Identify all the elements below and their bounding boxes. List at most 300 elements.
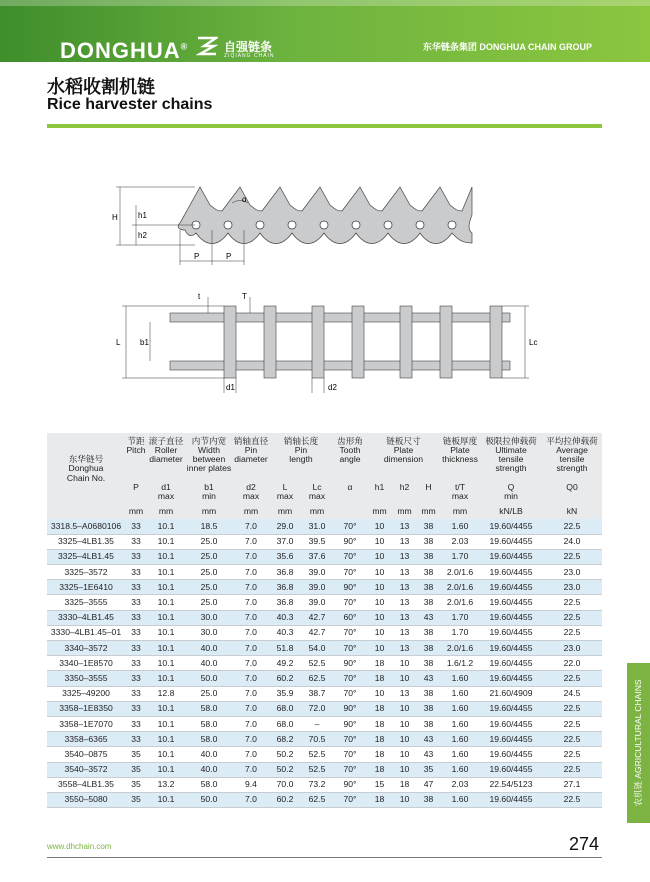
- sym-pin-d: [233, 479, 269, 505]
- cell-pitch: 33: [125, 519, 147, 534]
- cell-roller-d: 10.1: [147, 701, 185, 716]
- side-view: [112, 187, 472, 265]
- cell-pitch: 33: [125, 580, 147, 595]
- sym-avg-text: Q0: [566, 482, 578, 492]
- cell-width-b1: 40.0: [185, 641, 233, 656]
- cell-tooth-angle: 70°: [333, 792, 367, 807]
- cell-average-strength: 22.5: [542, 792, 602, 807]
- cell-ultimate-strength: 19.60/4455: [480, 534, 542, 549]
- table-row: [47, 762, 602, 777]
- unit-avg: kN: [542, 505, 602, 519]
- cell-H: 38: [417, 686, 440, 701]
- cell-h1: 18: [367, 747, 392, 762]
- table-header-units: [47, 505, 602, 519]
- cell-pitch: 33: [125, 549, 147, 564]
- cell-pin-d: 7.0: [233, 671, 269, 686]
- cell-h1: 10: [367, 595, 392, 610]
- label-H: H: [112, 213, 118, 222]
- cell-tooth-angle: 70°: [333, 747, 367, 762]
- header-thickness-en1: Plate: [450, 445, 470, 456]
- unit-roller: mm: [147, 505, 185, 519]
- cell-H: 35: [417, 762, 440, 777]
- sym-roller-text: d1: [161, 482, 171, 492]
- cell-pin-l: 29.0: [269, 519, 301, 534]
- cell-h2: 13: [392, 519, 417, 534]
- cell-H: 38: [417, 519, 440, 534]
- cell-ultimate-strength: 19.60/4455: [480, 762, 542, 777]
- cell-pin-lc: 39.0: [301, 580, 333, 595]
- cell-average-strength: 22.5: [542, 519, 602, 534]
- cell-pin-l: 40.3: [269, 625, 301, 640]
- cell-tooth-angle: 70°: [333, 671, 367, 686]
- cell-pin-l: 35.6: [269, 549, 301, 564]
- footer-divider: [47, 857, 602, 858]
- cell-H: 38: [417, 565, 440, 580]
- label-d2: d2: [328, 383, 337, 392]
- cell-pitch: 35: [125, 747, 147, 762]
- cell-pin-d: 7.0: [233, 641, 269, 656]
- table-row: [47, 610, 602, 625]
- cell-chain-no: 3325–3555: [47, 595, 125, 610]
- cell-h2: 10: [392, 792, 417, 807]
- header-width-en3: inner plates: [186, 463, 232, 474]
- cell-roller-d: 10.1: [147, 762, 185, 777]
- cell-pin-d: 7.0: [233, 701, 269, 716]
- unit-ult: kN/LB: [480, 505, 542, 519]
- cell-thickness: 1.70: [440, 610, 480, 625]
- cell-h2: 10: [392, 732, 417, 747]
- header-roller-en1: Roller: [154, 445, 178, 456]
- cell-pin-d: 7.0: [233, 625, 269, 640]
- cell-average-strength: 22.5: [542, 625, 602, 640]
- cell-pin-lc: 73.2: [301, 777, 333, 792]
- cell-roller-d: 10.1: [147, 580, 185, 595]
- cell-thickness: 1.60: [440, 716, 480, 731]
- cell-h2: 13: [392, 641, 417, 656]
- header-pin-len: [269, 433, 333, 479]
- header-pitch-cn: 节距: [127, 436, 145, 446]
- header-pin-d-en1: Pin: [244, 445, 258, 456]
- header-thickness: [440, 433, 480, 479]
- group-name: 东华链条集团 DONGHUA CHAIN GROUP: [422, 42, 592, 52]
- cell-pin-lc: 37.6: [301, 549, 333, 564]
- header-ult: [480, 433, 542, 479]
- sym-tooth-text: α: [347, 482, 353, 492]
- cell-width-b1: 25.0: [185, 686, 233, 701]
- sym-pin-l: [269, 479, 301, 505]
- header-width-cn: 内节内宽: [191, 436, 227, 446]
- sym-avg: [542, 479, 602, 505]
- cell-pin-d: 9.4: [233, 777, 269, 792]
- header-tooth-en2: angle: [339, 454, 361, 465]
- cell-chain-no: 3318.5–A0680106: [47, 519, 125, 534]
- cell-H: 43: [417, 732, 440, 747]
- cell-h1: 10: [367, 610, 392, 625]
- table-row: [47, 671, 602, 686]
- header-ult-en3: strength: [495, 463, 527, 474]
- header-roller: [147, 433, 185, 479]
- cell-ultimate-strength: 19.60/4455: [480, 656, 542, 671]
- sym-pitch: [125, 479, 147, 505]
- header-highlight: [0, 0, 650, 6]
- label-b1: b1: [140, 338, 149, 347]
- cell-h1: 15: [367, 777, 392, 792]
- cell-tooth-angle: 70°: [333, 686, 367, 701]
- brand-name: DONGHUA: [60, 38, 181, 63]
- cell-h2: 10: [392, 656, 417, 671]
- unit-pin-lc: mm: [301, 505, 333, 519]
- cell-pin-lc: 38.7: [301, 686, 333, 701]
- cell-pin-l: 50.2: [269, 762, 301, 777]
- cell-width-b1: 58.0: [185, 732, 233, 747]
- cell-width-b1: 40.0: [185, 747, 233, 762]
- header-pin-d-cn: 销轴直径: [233, 436, 269, 446]
- cell-width-b1: 25.0: [185, 565, 233, 580]
- header-width-en1: Width: [198, 445, 220, 456]
- cell-H: 38: [417, 534, 440, 549]
- cell-thickness: 1.70: [440, 625, 480, 640]
- unit-h2: mm: [392, 505, 417, 519]
- cell-pin-d: 7.0: [233, 716, 269, 731]
- cell-average-strength: 27.1: [542, 777, 602, 792]
- cell-pin-l: 40.3: [269, 610, 301, 625]
- cell-thickness: 1.60: [440, 671, 480, 686]
- cell-h1: 10: [367, 625, 392, 640]
- cell-width-b1: 50.0: [185, 671, 233, 686]
- top-view: [116, 292, 537, 393]
- cell-pin-l: 51.8: [269, 641, 301, 656]
- cell-chain-no: 3540–3572: [47, 762, 125, 777]
- cell-h2: 13: [392, 595, 417, 610]
- cell-thickness: 2.0/1.6: [440, 641, 480, 656]
- cell-roller-d: 10.1: [147, 792, 185, 807]
- top-dimension-lines: [122, 297, 529, 393]
- cell-pin-l: 60.2: [269, 671, 301, 686]
- sym-thickness-lim: max: [451, 491, 469, 502]
- cell-H: 38: [417, 716, 440, 731]
- cell-width-b1: 25.0: [185, 549, 233, 564]
- cell-roller-d: 10.1: [147, 565, 185, 580]
- cell-h1: 10: [367, 686, 392, 701]
- cell-pin-l: 70.0: [269, 777, 301, 792]
- cell-ultimate-strength: 19.60/4455: [480, 610, 542, 625]
- sym-ult-text: Q: [507, 482, 515, 492]
- sym-h1-text: h1: [374, 482, 385, 492]
- header-pin-len-en1: Pin: [294, 445, 308, 456]
- table-row: [47, 792, 602, 807]
- cell-average-strength: 22.5: [542, 549, 602, 564]
- cell-width-b1: 30.0: [185, 625, 233, 640]
- cell-ultimate-strength: 19.60/4455: [480, 732, 542, 747]
- table-header-symbols: [47, 479, 602, 505]
- cell-h1: 10: [367, 519, 392, 534]
- cell-pin-d: 7.0: [233, 686, 269, 701]
- cell-ultimate-strength: 19.60/4455: [480, 792, 542, 807]
- sym-thickness: [440, 479, 480, 505]
- cell-h2: 13: [392, 534, 417, 549]
- cell-H: 47: [417, 777, 440, 792]
- cell-chain-no: 3330–4LB1.45–01: [47, 625, 125, 640]
- cell-average-strength: 24.5: [542, 686, 602, 701]
- cell-width-b1: 58.0: [185, 701, 233, 716]
- cell-ultimate-strength: 19.60/4455: [480, 625, 542, 640]
- footer-url: www.dhchain.com: [47, 842, 112, 851]
- header-pitch-en: Pitch: [126, 445, 146, 456]
- cell-pin-d: 7.0: [233, 610, 269, 625]
- cell-thickness: 2.0/1.6: [440, 565, 480, 580]
- cell-pitch: 33: [125, 534, 147, 549]
- label-t: t: [198, 292, 201, 301]
- sym-pin-lc: [301, 479, 333, 505]
- cell-pin-lc: 52.5: [301, 747, 333, 762]
- cell-pin-lc: –: [301, 716, 333, 731]
- sym-width: [185, 479, 233, 505]
- cell-width-b1: 40.0: [185, 762, 233, 777]
- cell-width-b1: 18.5: [185, 519, 233, 534]
- cell-pitch: 35: [125, 792, 147, 807]
- cell-tooth-angle: 60°: [333, 610, 367, 625]
- title-divider: [47, 124, 602, 128]
- table-row: [47, 580, 602, 595]
- cell-tooth-angle: 90°: [333, 701, 367, 716]
- header-avg-en3: strength: [556, 463, 588, 474]
- outer-plate-bottom: [170, 361, 510, 370]
- cell-ultimate-strength: 19.60/4455: [480, 716, 542, 731]
- header-ult-en2: tensile: [498, 454, 524, 465]
- cell-pin-l: 68.0: [269, 716, 301, 731]
- cell-average-strength: 23.0: [542, 641, 602, 656]
- header-pin-d: [233, 433, 269, 479]
- cell-pitch: 33: [125, 671, 147, 686]
- cell-tooth-angle: 70°: [333, 641, 367, 656]
- cell-chain-no: 3540–0875: [47, 747, 125, 762]
- sym-roller-lim: max: [157, 491, 175, 502]
- cell-h2: 10: [392, 747, 417, 762]
- cell-H: 38: [417, 792, 440, 807]
- header-width: [185, 433, 233, 479]
- cell-roller-d: 10.1: [147, 747, 185, 762]
- chain-diagram: [100, 175, 560, 405]
- cell-pitch: 33: [125, 732, 147, 747]
- cell-H: 38: [417, 580, 440, 595]
- page-header: [0, 0, 650, 62]
- cell-h2: 13: [392, 610, 417, 625]
- header-tooth-en1: Tooth: [339, 445, 361, 456]
- cell-chain-no: 3325–4LB1.45: [47, 549, 125, 564]
- sym-pin-lc-lim: max: [308, 491, 326, 502]
- cell-pin-d: 7.0: [233, 565, 269, 580]
- cell-ultimate-strength: 19.60/4455: [480, 595, 542, 610]
- cell-pin-lc: 52.5: [301, 656, 333, 671]
- cell-pin-l: 37.0: [269, 534, 301, 549]
- sym-h1: [367, 479, 392, 505]
- cell-h1: 10: [367, 641, 392, 656]
- sym-tooth: [333, 479, 367, 505]
- cell-pin-d: 7.0: [233, 580, 269, 595]
- cell-pin-lc: 42.7: [301, 610, 333, 625]
- cell-average-strength: 22.5: [542, 716, 602, 731]
- cell-ultimate-strength: 19.60/4455: [480, 701, 542, 716]
- cell-h1: 18: [367, 656, 392, 671]
- cell-chain-no: 3558–4LB1.35: [47, 777, 125, 792]
- tooth-plate-outline: [178, 187, 472, 244]
- ziqiang-logo-icon: [196, 36, 218, 56]
- cell-average-strength: 22.5: [542, 595, 602, 610]
- side-tab-label: 农机链 AGRICULTURAL CHAINS: [633, 679, 643, 807]
- cell-chain-no: 3325–3572: [47, 565, 125, 580]
- sym-ult-lim: min: [504, 491, 518, 502]
- table-header-names: [47, 433, 602, 479]
- cell-pitch: 35: [125, 762, 147, 777]
- cell-pitch: 35: [125, 777, 147, 792]
- label-P2: P: [226, 252, 232, 261]
- header-chain-no-en1: Donghua: [68, 463, 104, 474]
- table-row: [47, 747, 602, 762]
- cell-ultimate-strength: 19.60/4455: [480, 565, 542, 580]
- cell-width-b1: 40.0: [185, 656, 233, 671]
- header-avg-cn: 平均拉伸载荷: [546, 436, 598, 446]
- cell-ultimate-strength: 21.60/4909: [480, 686, 542, 701]
- cell-tooth-angle: 70°: [333, 565, 367, 580]
- page-title-en: Rice harvester chains: [47, 96, 213, 113]
- table-row: [47, 595, 602, 610]
- unit-chain-no: [47, 505, 125, 519]
- cell-width-b1: 25.0: [185, 534, 233, 549]
- cell-thickness: 2.0/1.6: [440, 595, 480, 610]
- cell-average-strength: 22.5: [542, 701, 602, 716]
- cell-roller-d: 10.1: [147, 656, 185, 671]
- sym-pitch-text: P: [133, 482, 139, 492]
- cell-pin-lc: 39.0: [301, 595, 333, 610]
- header-tooth-cn: 齿形角: [337, 436, 363, 446]
- unit-thickness: mm: [440, 505, 480, 519]
- header-pin-len-cn: 销轴长度: [283, 436, 319, 446]
- cell-pin-lc: 39.0: [301, 565, 333, 580]
- unit-pitch: mm: [125, 505, 147, 519]
- cell-chain-no: 3550–5080: [47, 792, 125, 807]
- unit-pin-d: mm: [233, 505, 269, 519]
- cell-h2: 10: [392, 762, 417, 777]
- cell-pin-lc: 62.5: [301, 671, 333, 686]
- cell-pin-d: 7.0: [233, 792, 269, 807]
- cell-h1: 10: [367, 549, 392, 564]
- sym-h2-text: h2: [399, 482, 410, 492]
- cell-thickness: 1.6/1.2: [440, 656, 480, 671]
- cell-ultimate-strength: 19.60/4455: [480, 671, 542, 686]
- cell-average-strength: 24.0: [542, 534, 602, 549]
- cell-roller-d: 10.1: [147, 595, 185, 610]
- sym-pin-d-text: d2: [246, 482, 256, 492]
- unit-pin-l: mm: [269, 505, 301, 519]
- cell-pin-l: 60.2: [269, 792, 301, 807]
- sym-roller: [147, 479, 185, 505]
- sym-H-text: H: [425, 482, 432, 492]
- header-chain-no-en2: Chain No.: [66, 472, 106, 483]
- cell-h2: 10: [392, 671, 417, 686]
- cell-pitch: 33: [125, 641, 147, 656]
- cell-pitch: 33: [125, 656, 147, 671]
- cell-pin-l: 35.9: [269, 686, 301, 701]
- label-alpha: α: [242, 195, 247, 204]
- cell-thickness: 1.60: [440, 747, 480, 762]
- cell-h1: 18: [367, 671, 392, 686]
- header-thickness-en2: thickness: [442, 454, 478, 465]
- label-L: L: [116, 338, 121, 347]
- cell-thickness: 1.60: [440, 701, 480, 716]
- unit-H: mm: [417, 505, 440, 519]
- cell-thickness: 1.60: [440, 519, 480, 534]
- cell-h2: 10: [392, 701, 417, 716]
- cell-average-strength: 22.0: [542, 656, 602, 671]
- cell-roller-d: 10.1: [147, 610, 185, 625]
- header-pitch: [125, 433, 147, 479]
- cell-average-strength: 22.5: [542, 732, 602, 747]
- header-pin-d-en2: diameter: [234, 454, 268, 465]
- cell-thickness: 2.03: [440, 777, 480, 792]
- cell-pitch: 33: [125, 701, 147, 716]
- header-roller-en2: diameter: [149, 454, 183, 465]
- cell-width-b1: 30.0: [185, 610, 233, 625]
- cell-average-strength: 22.5: [542, 610, 602, 625]
- header-ult-cn: 极限拉伸载荷: [485, 436, 537, 446]
- cell-pin-lc: 70.5: [301, 732, 333, 747]
- cell-pitch: 33: [125, 565, 147, 580]
- sym-h2: [392, 479, 417, 505]
- cell-tooth-angle: 70°: [333, 625, 367, 640]
- cell-roller-d: 10.1: [147, 549, 185, 564]
- cell-h1: 18: [367, 732, 392, 747]
- cell-roller-d: 12.8: [147, 686, 185, 701]
- table-row: [47, 625, 602, 640]
- cell-h1: 18: [367, 792, 392, 807]
- unit-width: mm: [185, 505, 233, 519]
- cell-width-b1: 58.0: [185, 777, 233, 792]
- registered-mark: ®: [180, 41, 189, 52]
- cell-h1: 18: [367, 701, 392, 716]
- cell-pin-d: 7.0: [233, 595, 269, 610]
- table-row: [47, 716, 602, 731]
- cell-H: 38: [417, 656, 440, 671]
- header-chain-no-cn: 东华链号: [68, 454, 104, 465]
- cell-roller-d: 10.1: [147, 732, 185, 747]
- cell-pin-lc: 52.5: [301, 762, 333, 777]
- cell-pin-d: 7.0: [233, 656, 269, 671]
- sub-brand-pinyin: ZIQIANG CHAIN: [224, 53, 275, 59]
- label-h2: h2: [138, 231, 147, 240]
- sym-ult: [480, 479, 542, 505]
- table-row: [47, 686, 602, 701]
- header-pin-len-en2: length: [289, 454, 313, 465]
- cell-pin-lc: 62.5: [301, 792, 333, 807]
- cell-average-strength: 22.5: [542, 762, 602, 777]
- cell-H: 38: [417, 549, 440, 564]
- header-width-en2: between: [192, 454, 226, 465]
- cell-ultimate-strength: 22.54/5123: [480, 777, 542, 792]
- header-plate-dim: [367, 433, 440, 479]
- cell-width-b1: 50.0: [185, 792, 233, 807]
- cell-h1: 18: [367, 716, 392, 731]
- cell-pin-lc: 54.0: [301, 641, 333, 656]
- cell-tooth-angle: 70°: [333, 732, 367, 747]
- cell-chain-no: 3340–3572: [47, 641, 125, 656]
- cell-tooth-angle: 90°: [333, 777, 367, 792]
- cell-chain-no: 3358–6365: [47, 732, 125, 747]
- cell-pin-l: 50.2: [269, 747, 301, 762]
- cell-pitch: 33: [125, 610, 147, 625]
- cell-pin-d: 7.0: [233, 732, 269, 747]
- cell-chain-no: 3330–4LB1.45: [47, 610, 125, 625]
- sym-thickness-text: t/T: [454, 482, 466, 492]
